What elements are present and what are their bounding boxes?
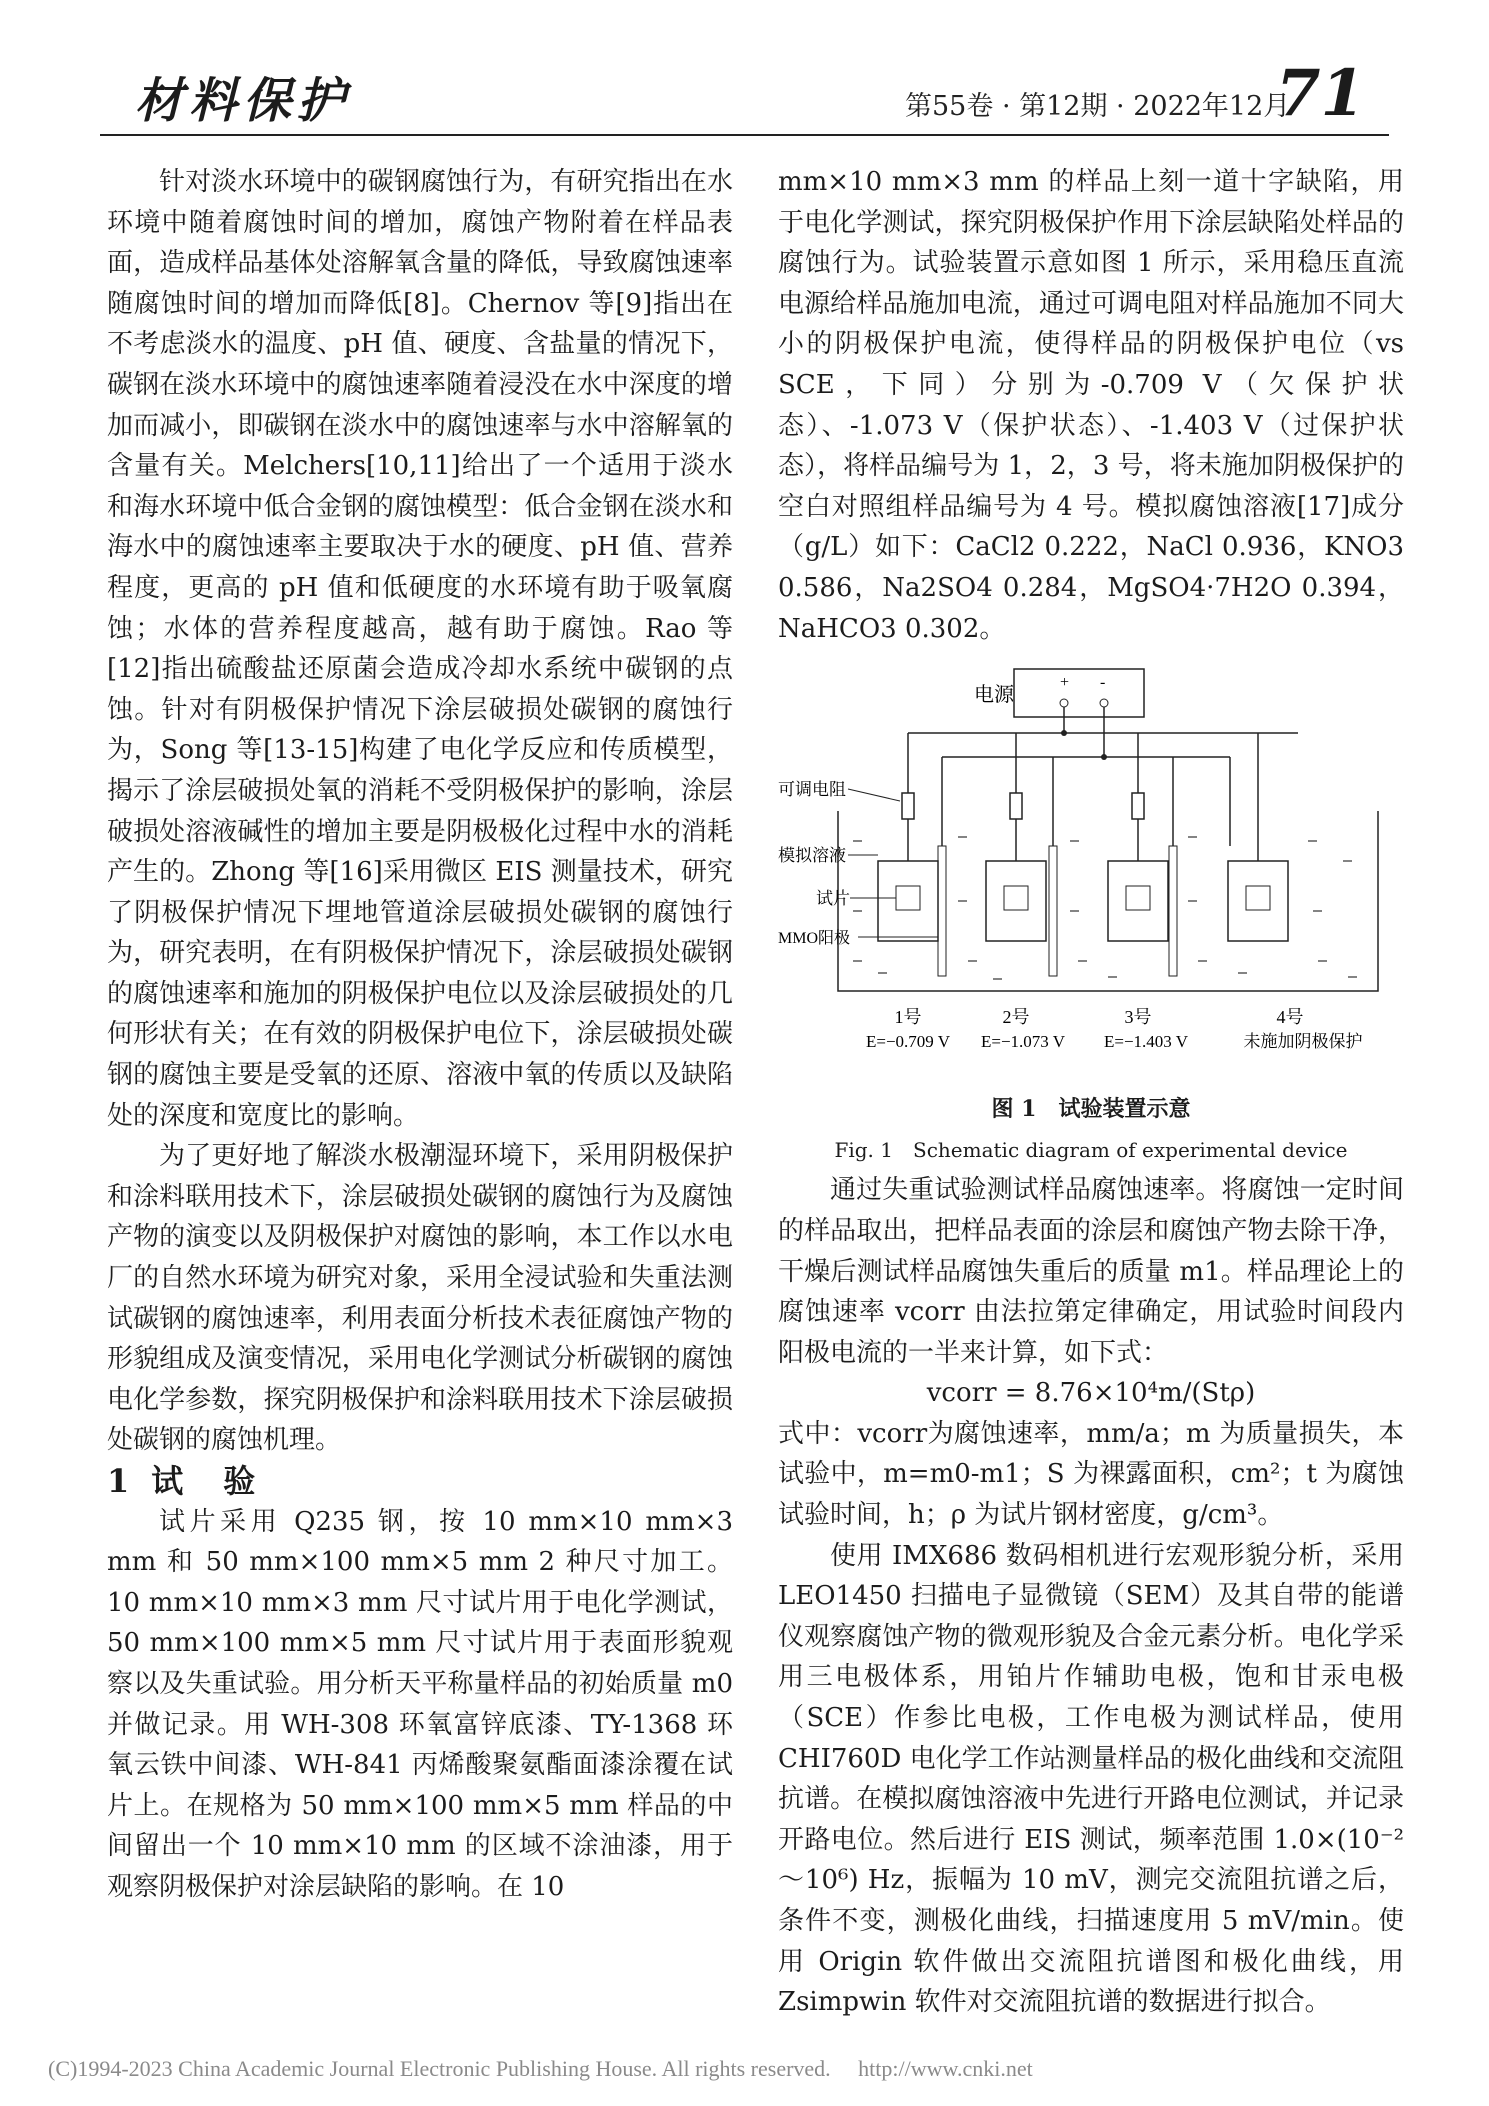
right-column — [778, 162, 1404, 2023]
solution-marks — [853, 837, 1357, 979]
sample-1-name: 1号 — [894, 1007, 922, 1028]
copyright-footer: (C)1994-2023 China Academic Journal Electronic Publishing House. All rights reserved. http://www.cnki.net — [48, 2056, 1033, 2081]
section-heading — [107, 1461, 733, 1502]
figure-caption-cn: 图 1 试验装置示意 — [991, 1096, 1191, 1123]
paragraph: 使用 IMX686 数码相机进行宏观形貌分析，采用 LEO1450 扫描电子显微镜（SEM）及其自带的能谱仪观察腐蚀产物的微观形貌及合金元素分析。电化学采用三电极体系，用铂片作辅助电极，饱和甘汞电极（SCE）作参比电极，工作电极为测试样品，使用 CHI760D 电化学工作站测量样品的极化曲线和交流阻抗谱。在模拟腐蚀溶液中先进行开路电位测试，并记录开路电位。然后进行 EIS 测试，频率范围 1.0×(10⁻²～10⁶) Hz，振幅为 10 mV，测完交流阻抗谱之后，条件不变，测极化曲线，扫描速度用 5 mV/min。使用 Origin 软件做出交流阻抗谱图和极化曲线，用 Zsimpwin 软件对交流阻抗谱的数据进行拟合。 — [778, 1540, 1404, 2018]
resistor-icon — [1010, 793, 1022, 819]
power-supply-box — [1014, 669, 1144, 717]
journal-logo: 材料保护 — [135, 73, 352, 129]
junction — [1061, 730, 1067, 736]
schematic-diagram — [778, 661, 1404, 1089]
specimen-defect — [1126, 886, 1150, 910]
minus-terminal-node — [1100, 699, 1108, 707]
sample-2-potential: E=−1.073 V — [980, 1032, 1066, 1052]
experimental-device-figure — [778, 661, 1404, 1089]
anode-rod — [1049, 846, 1057, 976]
leader-line — [848, 789, 900, 801]
minus-terminal: - — [1100, 674, 1106, 692]
specimen-plate — [986, 861, 1046, 941]
specimens — [878, 861, 1288, 941]
sample-2-name: 2号 — [1002, 1007, 1030, 1028]
power-label: 电源 — [974, 684, 1014, 707]
paragraph: 式中：vcorr为腐蚀速率，mm/a；m 为质量损失，本试验中，m=m0-m1；S 为裸露面积，cm²；t 为腐蚀试验时间，h；ρ 为试片钢材密度，g/cm³。 — [778, 1418, 1404, 1531]
paragraph: 为了更好地了解淡水极潮湿环境下，采用阴极保护和涂料联用技术下，涂层破损处碳钢的腐蚀行为及腐蚀产物的演变以及阴极保护对腐蚀的影响，本工作以水电厂的自然水环境为研究对象，采用全浸试验和失重法测试碳钢的腐蚀速率，利用表面分析技术表征腐蚀产物的形貌组成及演变情况，采用电化学测试分析碳钢的腐蚀电化学参数，探究阴极保护和涂料联用技术下涂层破损处碳钢的腐蚀机理。 — [107, 1141, 733, 1456]
specimen-defect — [1004, 886, 1028, 910]
paragraph: 通过失重试验测试样品腐蚀速率。将腐蚀一定时间的样品取出，把样品表面的涂层和腐蚀产物去除干净，干燥后测试样品腐蚀失重后的质量 m1。样品理论上的腐蚀速率 vcorr 由法拉第定律确定，用试验时间段内阳极电流的一半来计算，如下式： — [778, 1175, 1404, 1368]
formula: vcorr = 8.76×10⁴m/(Stρ) — [926, 1378, 1256, 1409]
resistor-group — [902, 733, 1258, 861]
junction — [1101, 754, 1107, 760]
label-solution: 模拟溶液 — [778, 846, 846, 866]
sample-3-potential: E=−1.403 V — [1103, 1032, 1189, 1052]
plus-terminal: + — [1060, 674, 1070, 692]
specimen-plate — [878, 861, 938, 941]
label-resistor: 可调电阻 — [778, 780, 846, 800]
header-rule — [100, 134, 1389, 136]
specimen-plate — [1228, 861, 1288, 941]
section-title: 试 验 — [151, 1462, 260, 1500]
paragraph: 试片采用 Q235 钢，按 10 mm×10 mm×3 mm 和 50 mm×100 mm×5 mm 2 种尺寸加工。10 mm×10 mm×3 mm 尺寸试片用于电化学测试，50 mm×100 mm×5 mm 尺寸试片用于表面形貌观察以及失重试验。用分析天平称量样品的初始质量 m0并做记录。用 WH-308 环氧富锌底漆、TY-1368 环氧云铁中间漆、WH-841 丙烯酸聚氨酯面漆涂覆在试片上。在规格为 50 mm×100 mm×5 mm 样品的中间留出一个 10 mm×10 mm 的区域不涂油漆，用于观察阴极保护对涂层缺陷的影响。在 10 — [107, 1506, 733, 1902]
sample-1-potential: E=−0.709 V — [865, 1032, 951, 1052]
label-anode: MMO阳极 — [778, 930, 851, 948]
specimen-defect — [896, 886, 920, 910]
resistor-icon — [902, 793, 914, 819]
paragraph: 针对淡水环境中的碳钢腐蚀行为，有研究指出在水环境中随着腐蚀时间的增加，腐蚀产物附着在样品表面，造成样品基体处溶解氧含量的降低，导致腐蚀速率随腐蚀时间的增加而降低[8]。Chernov 等[9]指出在不考虑淡水的温度、pH 值、硬度、含盐量的情况下，碳钢在淡水环境中的腐蚀速率随着浸没在水中深度的增加而减小，即碳钢在淡水中的腐蚀速率与水中溶解氧的含量有关。Melchers[10,11]给出了一个适用于淡水和海水环境中低合金钢的腐蚀模型：低合金钢在淡水和海水中的腐蚀速率主要取决于水的硬度、pH 值、营养程度，更高的 pH 值和低硬度的水环境有助于吸氧腐蚀；水体的营养程度越高，越有助于腐蚀。Rao 等[12]指出硫酸盐还原菌会造成冷却水系统中碳钢的点蚀。针对有阴极保护情况下涂层破损处碳钢的腐蚀行为，Song 等[13-15]构建了电化学反应和传质模型，揭示了涂层破损处氧的消耗不受阴极保护的影响，涂层破损处溶液碱性的增加主要是阴极极化过程中水的消耗产生的。Zhong 等[16]采用微区 EIS 测量技术，研究了阴极保护情况下埋地管道涂层破损处碳钢的腐蚀行为，研究表明，在有阴极保护情况下，涂层破损处碳钢的腐蚀速率和施加的阴极保护电位以及涂层破损处的几何形状有关；在有效的阴极保护电位下，涂层破损处碳钢的腐蚀主要是受氧的还原、溶液中氧的传质以及缺陷处的深度和宽度比的影响。 — [107, 167, 733, 1131]
sample-4-name: 4号 — [1276, 1007, 1304, 1028]
specimen-plate — [1108, 861, 1168, 941]
left-column — [107, 162, 733, 1908]
paragraph: mm×10 mm×3 mm 的样品上刻一道十字缺陷，用于电化学测试，探究阴极保护作用下涂层缺陷处样品的腐蚀行为。试验装置示意如图 1 所示，采用稳压直流电源给样品施加电流，通过可调电阻对样品施加不同大小的阴极保护电流，使得样品的阴极保护电位（vs SCE，下同）分别为-0.709 V（欠保护状态）、-1.073 V（保护状态）、-1.403 V（过保护状态），将样品编号为 1，2，3 号，将未施加阴极保护的空白对照组样品编号为 4 号。模拟腐蚀溶液[17]成分（g/L）如下：CaCl2 0.222，NaCl 0.936，KNO3 0.586，Na2SO4 0.284，MgSO4·7H2O 0.394，NaHCO3 0.302。 — [778, 167, 1404, 644]
anode-rod — [938, 846, 946, 976]
sample-4-potential: 未施加阴极保护 — [1243, 1032, 1363, 1052]
specimen-defect — [1246, 886, 1270, 910]
resistor-icon — [1132, 793, 1144, 819]
plus-terminal-node — [1060, 699, 1068, 707]
page-number: 71 — [1276, 56, 1366, 131]
anode-rod — [1169, 846, 1177, 976]
sample-3-name: 3号 — [1124, 1007, 1152, 1028]
issue-info: 第55卷 · 第12期 · 2022年12月 — [905, 91, 1291, 122]
label-specimen: 试片 — [816, 889, 850, 909]
section-number: 1 — [107, 1462, 134, 1500]
figure-caption-en: Fig. 1 Schematic diagram of experimental device — [834, 1137, 1348, 1162]
mmo-anodes — [938, 757, 1230, 976]
